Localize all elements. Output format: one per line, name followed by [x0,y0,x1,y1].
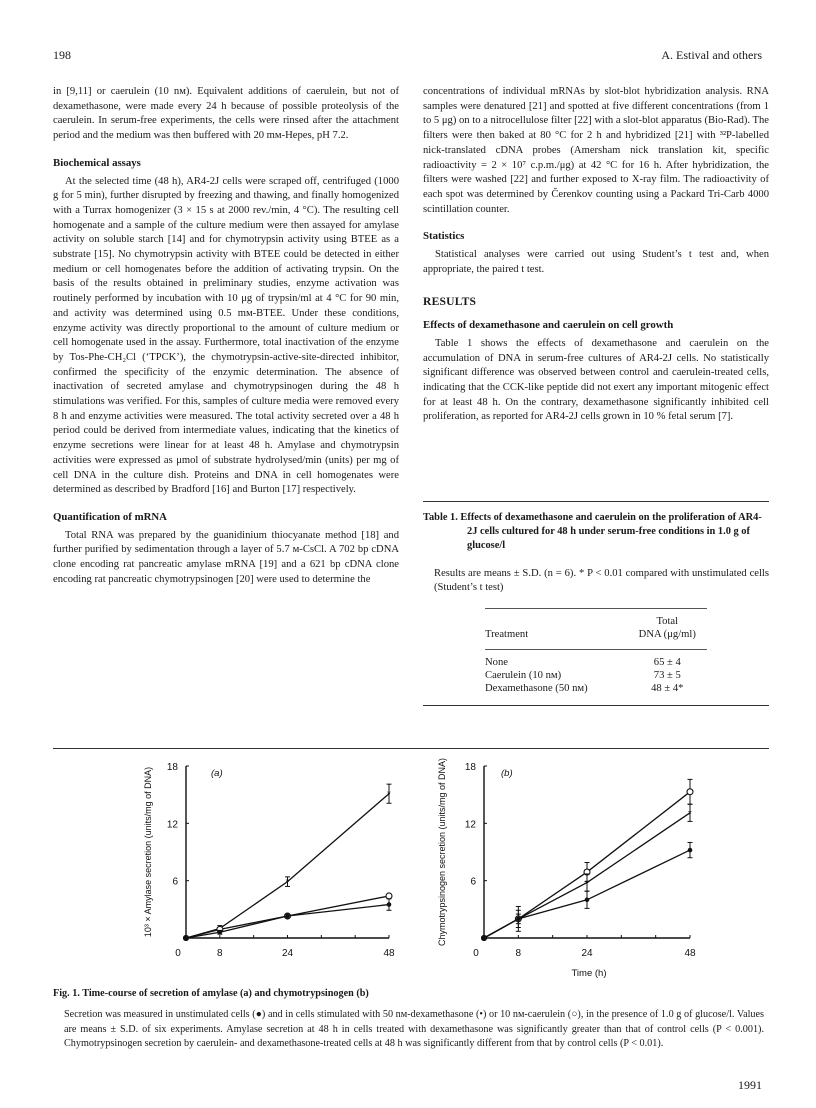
svg-text:12: 12 [166,819,178,831]
statistics-paragraph: Statistical analyses were carried out using Student’s t test and, when appropriate, the paired t test. [423,249,769,275]
svg-text:24: 24 [581,948,593,959]
treatment-cell: Caerulein (10 nм) [485,670,562,681]
running-head: A. Estival and others [661,48,762,62]
section-heading-results: RESULTS [423,295,477,309]
column-header-total-dna: Total DNA (μg/ml) [628,609,707,650]
dna-value-cell: 73 ± 5 [653,670,681,681]
left-column [53,85,399,588]
svg-text:18: 18 [166,762,178,773]
continued-paragraph: concentrations of individual mRNAs by slot-blot hybridization analysis. RNA samples were denatured [21] and spotted at five different concentrations (from 1 to 5 μg) on to a nitrocellulose filter [22] with a slot-blot apparatus (Bio-Rad). The filters were then baked at 80 °C for 2 h and hybridized [21] with ³²P-labelled nick-translated cDNA probes (Amersham nick translation kit, specific radioactivity = 2 × 10⁷ c.p.m./μg) at 42 °C for 16 h. After hybridization, the filters were washed [22] and further exposed to X-ray film. The radioactivity of each spot was determined by Čerenkov counting using a Packard Tri-Carb 4000 scintillation counter. [423,86,769,215]
page-number: 198 [53,48,71,62]
panel-b-chart [437,758,696,979]
effects-paragraph: Table 1 shows the effects of dexamethasone and caerulein on the accumulation of DNA in serum-free cultures of AR4-2J cells. No statistically significant difference was observed between control and caerulein-treated cells, indicating that the CCK-like peptide did not exert any important mitogenic effect for at least 48 h. On the contrary, dexamethasone significantly inhibited cell proliferation, as reported for AR4-2J cells grown in 10 % fetal serum [7]. [423,337,769,423]
svg-text:6: 6 [470,876,476,888]
dna-table [485,608,707,695]
svg-text:8: 8 [515,948,522,959]
svg-text:Time (h): Time (h) [571,968,607,979]
section-heading-quantification-mrna: Quantification of mRNA [53,510,167,523]
figure-1-charts [53,752,769,984]
figure-1 [53,752,769,984]
svg-text:6: 6 [172,876,178,888]
column-header-treatment: Treatment [485,609,628,650]
svg-text:12: 12 [464,819,476,831]
svg-text:*: * [285,877,290,889]
dna-value-cell: 48 ± 4* [651,683,684,694]
mrna-paragraph: Total RNA was prepared by the guanidinium thiocyanate method [18] and further purified by sedimentation through a layer of 5.7 м-CsCl. A 702 bp cDNA clone encoding rat pancreatic amylase mRNA [19] and a 621 bp cDNA clone encoding rat pancreatic chymotrypsinogen [20] were used to determine the [53,529,399,585]
svg-text:0: 0 [175,948,181,959]
intro-paragraph: in [9,11] or caerulein (10 nм). Equivalent additions of caerulein, but not of dexamethasone, were made every 24 h because of possible proteolysis of the caerulein. In serum-free experiments, the cells were rinsed after the attachment period and the medium was then buffered with 20 mм-Hepes, pH 7.2. [53,86,399,142]
table-row [485,682,707,695]
section-heading-statistics: Statistics [423,230,465,243]
svg-text:8: 8 [217,948,223,959]
svg-text:48: 48 [684,948,696,959]
svg-text:*: * [387,789,391,801]
svg-text:*: * [585,878,589,890]
table-row [485,669,707,682]
table-bottom-rule [423,705,769,706]
table-1 [423,501,769,706]
svg-text:24: 24 [281,948,294,959]
subsection-heading-effects: Effects of dexamethasone and caerulein on cell growth [423,319,674,332]
svg-text:*: * [688,808,692,820]
treatment-cell: Dexamethasone (50 nм) [485,683,588,694]
figure-caption-title: Fig. 1. Time-course of secretion of amylase (a) and chymotrypsinogen (b) [53,988,369,999]
svg-text:0: 0 [473,948,479,959]
figure-top-rule [53,748,769,749]
dna-value-cell: 65 ± 4 [653,657,681,668]
svg-text:(b): (b) [501,768,513,779]
figure-caption-text: Secretion was measured in unstimulated cells (●) and in cells stimulated with 50 nм-dexamethasone (•) or 10 nм-caerulein (○), in the presence of 1.0 g of glucose/l. Values are means ± S.D. of six experiments. Amylase secretion at 48 h in cells treated with dexamethasone was significantly greater than that of control cells (P < 0.001). Chymotrypsinogen secretion by caerulein- and dexamethasone-treated cells at 48 h was significantly different from that by control cells (P < 0.01). [64,1009,764,1049]
panel-a-chart [143,762,395,959]
svg-text:(a): (a) [211,768,223,779]
svg-text:48: 48 [383,948,395,959]
biochemical-paragraph: At the selected time (48 h), AR4-2J cells were scraped off, centrifuged (1000 g for 5 min), further disrupted by freezing and thawing, and finally homogenized with a Turrax homogenizer (3 × 15 s at 2000 rev./min, 4 °C). The resulting cell homogenate and a sample of the culture medium were then assayed for amylase activity on soluble starch [14] and for chymotrypsin activity using BTEE as a substrate [15]. No chymotrypsin activity with BTEE could be detected in either medium or cell homogenates before the addition of activating trypsin. On the basis of the results obtained in preliminary studies, enzyme activation was routinely performed by incubation with 10 μg of trypsin/ml at 4 °C for 90 min, and activity was determined using 0.5 mм-BTEE. Under these conditions, enzyme activity was directly proportional to the amount of culture medium or cell homogenate used in the assay. Furthermore, total inactivation of the enzyme by Tos-Phe-CH₂Cl (‘TPCK’), the chymotrypsin-active-site-directed inhibitor, confirmed the specificity of the enzymic determination. The absence of inactivation of secreted amylase and chymotrypsinogen during the 48 h stimulations was verified. For this, samples of culture media were removed every 8 h and enzyme activities were measured. The total activity secreted over a 48 h period could be derived from intermediate values, indicating that the kinetics of enzyme secretions were linear for at least 48 h. Amylase and chymotrypsin activities were expressed as μmol of substrate hydrolysed/min (units) per mg of cell DNA in the culture dish. Proteins and DNA in cell homogenates were determined as described by Bradford [16] and Burton [17] respectively. [53,175,399,496]
svg-text:Chymotrypsinogen secretion (un: Chymotrypsinogen secretion (units/mg of DNA) [437,757,447,947]
right-column [423,85,769,425]
table-row [485,650,707,670]
table-top-rule [423,501,769,502]
svg-text:10³ × Amylase secretion (units: 10³ × Amylase secretion (units/mg of DNA) [143,766,153,938]
svg-text:18: 18 [464,762,476,773]
table-caption: Table 1. Effects of dexamethasone and caerulein on the proliferation of AR4-2J cells cultured for 48 h under serum-free conditions in 1.0 g of glucose/l [423,512,762,551]
table-note: Results are means ± S.D. (n = 6). * P < 0.01 compared with unstimulated cells (Student’s t test) [434,568,769,593]
section-heading-biochemical-assays: Biochemical assays [53,156,141,169]
treatment-cell: None [485,657,508,668]
footer-year: 1991 [738,1078,762,1092]
